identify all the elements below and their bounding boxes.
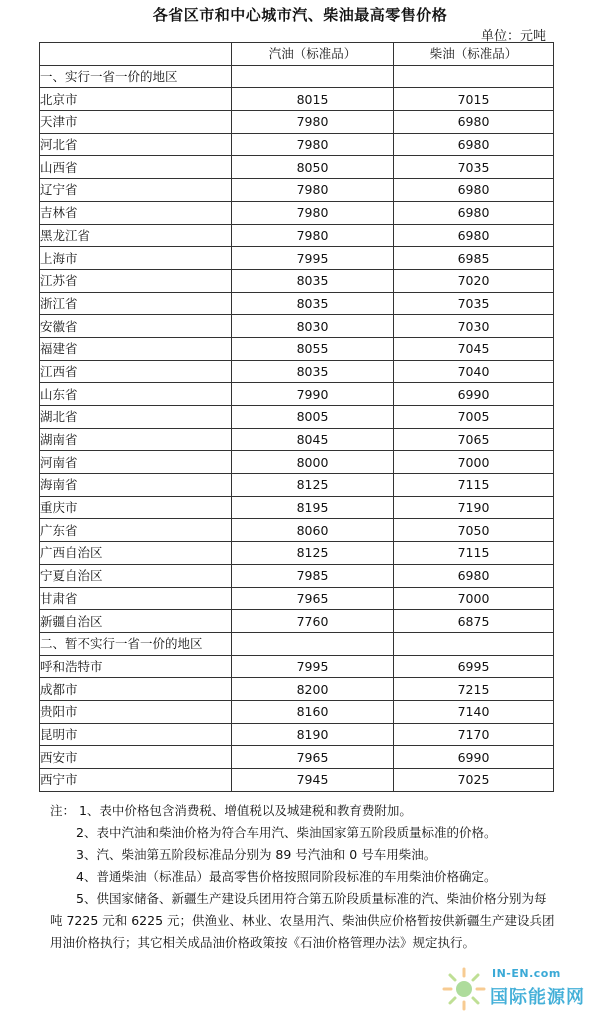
- table-row: [40, 519, 554, 542]
- region-name: 广东省: [40, 519, 232, 542]
- region-name: 西安市: [40, 746, 232, 769]
- diesel-price: 7045: [394, 337, 554, 360]
- section-row: [40, 65, 554, 88]
- diesel-price: 7035: [394, 292, 554, 315]
- region-name: 贵阳市: [40, 700, 232, 723]
- section-gasoline-empty: [232, 632, 394, 655]
- note-5: 5、供国家储备、新疆生产建设兵团用符合第五阶段质量标准的汽、柴油价格分别为每吨 7225 元和 6225 元；供渔业、林业、农垦用汽、柴油供应价格暂按供新疆生产建设兵团用油价格执行；其它相关成品油价格政策按《石油价格管理办法》规定执行。: [50, 891, 555, 950]
- gasoline-price: 7980: [232, 224, 394, 247]
- watermark: [440, 961, 590, 1021]
- watermark-domain: IN-EN.com: [492, 967, 561, 980]
- gasoline-price: 8030: [232, 315, 394, 338]
- region-name: 山东省: [40, 383, 232, 406]
- diesel-price: 6980: [394, 564, 554, 587]
- gasoline-price: 8160: [232, 700, 394, 723]
- diesel-price: 7005: [394, 406, 554, 429]
- gasoline-price: 7985: [232, 564, 394, 587]
- region-name: 福建省: [40, 337, 232, 360]
- table-row: [40, 587, 554, 610]
- diesel-price: 7000: [394, 451, 554, 474]
- gasoline-price: 7965: [232, 587, 394, 610]
- gasoline-price: 8125: [232, 542, 394, 565]
- table-row: [40, 201, 554, 224]
- diesel-price: 7015: [394, 88, 554, 111]
- table-row: [40, 474, 554, 497]
- region-name: 辽宁省: [40, 179, 232, 202]
- region-name: 浙江省: [40, 292, 232, 315]
- region-name: 天津市: [40, 111, 232, 134]
- region-name: 安徽省: [40, 315, 232, 338]
- region-name: 江苏省: [40, 269, 232, 292]
- table-row: [40, 88, 554, 111]
- diesel-price: 6985: [394, 247, 554, 270]
- table-row: [40, 723, 554, 746]
- gasoline-price: 7965: [232, 746, 394, 769]
- table-row: [40, 360, 554, 383]
- header-gasoline: 汽油（标准品）: [232, 43, 394, 66]
- page-title: 各省区市和中心城市汽、柴油最高零售价格: [152, 6, 448, 24]
- region-name: 甘肃省: [40, 587, 232, 610]
- region-name: 上海市: [40, 247, 232, 270]
- region-name: 西宁市: [40, 769, 232, 792]
- table-row: [40, 179, 554, 202]
- region-name: 河北省: [40, 133, 232, 156]
- table-row: [40, 315, 554, 338]
- gasoline-price: 7760: [232, 610, 394, 633]
- region-name: 重庆市: [40, 496, 232, 519]
- section-label: 二、暂不实行一省一价的地区: [40, 632, 232, 655]
- table-row: [40, 496, 554, 519]
- diesel-price: 6990: [394, 746, 554, 769]
- region-name: 黑龙江省: [40, 224, 232, 247]
- table-row: [40, 111, 554, 134]
- diesel-price: 7115: [394, 474, 554, 497]
- diesel-price: 6995: [394, 655, 554, 678]
- section-gasoline-empty: [232, 65, 394, 88]
- region-name: 江西省: [40, 360, 232, 383]
- table-row: [40, 269, 554, 292]
- table-row: [40, 337, 554, 360]
- gasoline-price: 8035: [232, 269, 394, 292]
- diesel-price: 7190: [394, 496, 554, 519]
- region-name: 宁夏自治区: [40, 564, 232, 587]
- gasoline-price: 8005: [232, 406, 394, 429]
- diesel-price: 7170: [394, 723, 554, 746]
- gasoline-price: 7995: [232, 655, 394, 678]
- diesel-price: 7115: [394, 542, 554, 565]
- section-row: [40, 632, 554, 655]
- gasoline-price: 8000: [232, 451, 394, 474]
- table-row: [40, 678, 554, 701]
- header-region: [40, 43, 232, 66]
- diesel-price: 7050: [394, 519, 554, 542]
- gasoline-price: 7990: [232, 383, 394, 406]
- diesel-price: 6980: [394, 133, 554, 156]
- gasoline-price: 8050: [232, 156, 394, 179]
- gasoline-price: 8200: [232, 678, 394, 701]
- gasoline-price: 7945: [232, 769, 394, 792]
- gasoline-price: 8055: [232, 337, 394, 360]
- diesel-price: 6980: [394, 201, 554, 224]
- table-row: [40, 451, 554, 474]
- gasoline-price: 7980: [232, 111, 394, 134]
- table-row: [40, 610, 554, 633]
- gasoline-price: 7980: [232, 133, 394, 156]
- gasoline-price: 8035: [232, 292, 394, 315]
- gasoline-price: 8015: [232, 88, 394, 111]
- table-row: [40, 700, 554, 723]
- diesel-price: 7025: [394, 769, 554, 792]
- gasoline-price: 8035: [232, 360, 394, 383]
- section-diesel-empty: [394, 632, 554, 655]
- table-row: [40, 133, 554, 156]
- table-header-row: [40, 43, 554, 66]
- gasoline-price: 7995: [232, 247, 394, 270]
- table-row: [40, 564, 554, 587]
- gasoline-price: 8190: [232, 723, 394, 746]
- region-name: 北京市: [40, 88, 232, 111]
- region-name: 新疆自治区: [40, 610, 232, 633]
- table-row: [40, 428, 554, 451]
- diesel-price: 7000: [394, 587, 554, 610]
- region-name: 广西自治区: [40, 542, 232, 565]
- diesel-price: 7040: [394, 360, 554, 383]
- region-name: 山西省: [40, 156, 232, 179]
- notes: [50, 800, 556, 954]
- diesel-price: 6875: [394, 610, 554, 633]
- diesel-price: 7030: [394, 315, 554, 338]
- section-label: 一、实行一省一价的地区: [40, 65, 232, 88]
- table-row: [40, 746, 554, 769]
- note-2: 2、表中汽油和柴油价格为符合车用汽、柴油国家第五阶段质量标准的价格。: [76, 825, 497, 840]
- gasoline-price: 8060: [232, 519, 394, 542]
- table-row: [40, 406, 554, 429]
- header-diesel: 柴油（标准品）: [394, 43, 554, 66]
- table-row: [40, 247, 554, 270]
- unit-label: 单位：元吨: [480, 29, 546, 44]
- note-3: 3、汽、柴油第五阶段标准品分别为 89 号汽油和 0 号车用柴油。: [76, 847, 437, 862]
- table-row: [40, 224, 554, 247]
- region-name: 昆明市: [40, 723, 232, 746]
- region-name: 呼和浩特市: [40, 655, 232, 678]
- note-4: 4、普通柴油（标准品）最高零售价格按照同阶段标准的车用柴油价格确定。: [76, 869, 497, 884]
- region-name: 河南省: [40, 451, 232, 474]
- diesel-price: 7065: [394, 428, 554, 451]
- table-row: [40, 292, 554, 315]
- region-name: 吉林省: [40, 201, 232, 224]
- region-name: 湖北省: [40, 406, 232, 429]
- gasoline-price: 7980: [232, 201, 394, 224]
- table-row: [40, 156, 554, 179]
- table-row: [40, 383, 554, 406]
- gasoline-price: 8195: [232, 496, 394, 519]
- diesel-price: 6980: [394, 224, 554, 247]
- table-row: [40, 542, 554, 565]
- diesel-price: 6980: [394, 111, 554, 134]
- table-row: [40, 769, 554, 792]
- section-diesel-empty: [394, 65, 554, 88]
- region-name: 湖南省: [40, 428, 232, 451]
- diesel-price: 7020: [394, 269, 554, 292]
- sun-logo-icon: [440, 965, 488, 1013]
- region-name: 海南省: [40, 474, 232, 497]
- diesel-price: 7035: [394, 156, 554, 179]
- gasoline-price: 7980: [232, 179, 394, 202]
- diesel-price: 6980: [394, 179, 554, 202]
- diesel-price: 6990: [394, 383, 554, 406]
- watermark-name: 国际能源网: [490, 987, 585, 1008]
- price-table-body: [40, 43, 554, 792]
- price-table: [39, 42, 554, 792]
- diesel-price: 7140: [394, 700, 554, 723]
- region-name: 成都市: [40, 678, 232, 701]
- gasoline-price: 8045: [232, 428, 394, 451]
- diesel-price: 7215: [394, 678, 554, 701]
- gasoline-price: 8125: [232, 474, 394, 497]
- note-1: 注： 1、表中价格包含消费税、增值税以及城建税和教育费附加。: [50, 803, 412, 818]
- table-row: [40, 655, 554, 678]
